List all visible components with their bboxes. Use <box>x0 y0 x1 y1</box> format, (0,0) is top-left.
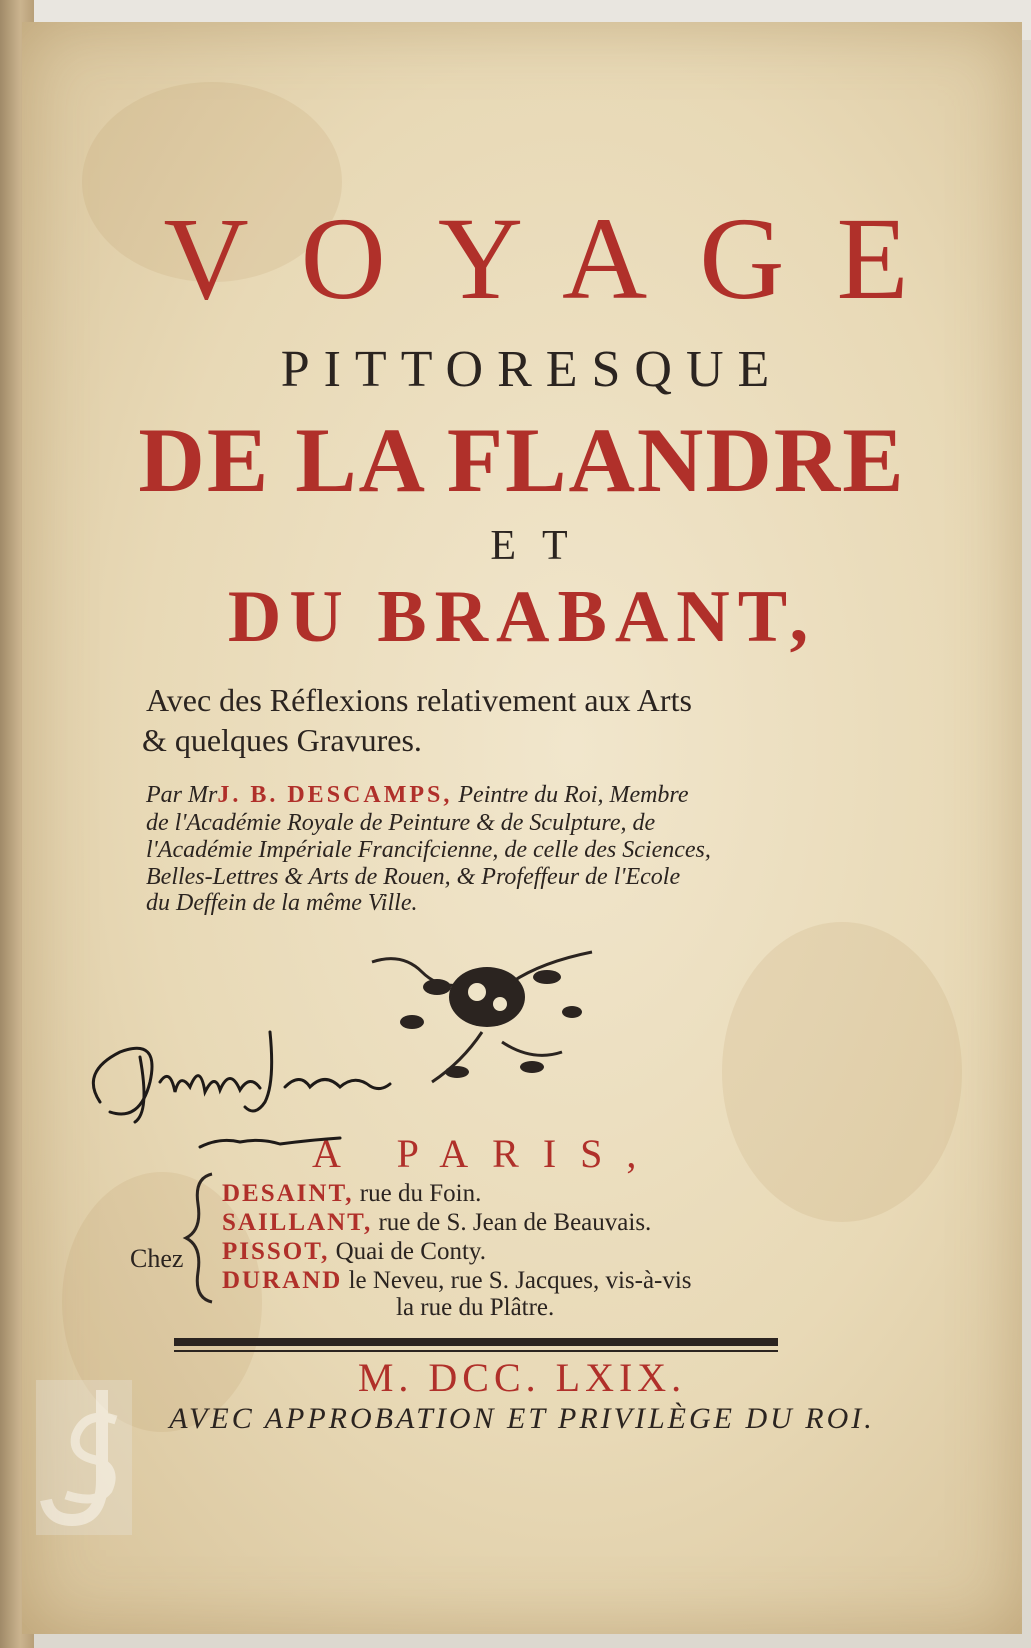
seller-last-line: la rue du Plâtre. <box>396 1294 555 1321</box>
seller-address: rue de S. Jean de Beauvais. <box>378 1209 652 1236</box>
author-line-1-rest: Peintre du Roi, Membre <box>458 782 689 808</box>
divider-rule-thin <box>174 1350 778 1352</box>
seller-address: le Neveu, rue S. Jacques, vis-à-vis <box>348 1267 692 1294</box>
seller-name: DESAINT, <box>222 1180 354 1207</box>
subtitle-line-1: Avec des Réflexions relativement aux Arts <box>146 682 692 718</box>
seller-name: SAILLANT, <box>222 1209 373 1236</box>
divider-rule-thick <box>174 1338 778 1346</box>
author-par: Par Mr <box>146 782 218 808</box>
seller-name: PISSOT, <box>222 1238 330 1265</box>
title-page <box>22 22 1022 1634</box>
seller-name: DURAND <box>222 1267 343 1294</box>
seller-address: Quai de Conty. <box>335 1238 487 1265</box>
title-voyage: VOYAGE <box>163 193 961 324</box>
seller-durand <box>222 1267 692 1295</box>
publication-year: M. DCC. LXIX. <box>357 1355 687 1400</box>
js-logo-icon <box>36 1380 132 1535</box>
author-name: J. B. DESCAMPS, <box>217 782 453 808</box>
curly-brace-icon <box>182 1170 222 1306</box>
title-de-la-flandre: DE LA FLANDRE <box>138 409 906 511</box>
subtitle-line-2: & quelques Gravures. <box>142 722 422 758</box>
title-et: ET <box>490 523 594 569</box>
seller-pissot <box>222 1238 486 1266</box>
chez-label: Chez <box>130 1244 184 1273</box>
title-pittoresque: PITTORESQUE <box>280 341 784 398</box>
author-line-4: Belles-Lettres & Arts de Rouen, & Profeffeur de l'Ecole <box>146 864 681 890</box>
author-line-3: l'Académie Impériale Francifcienne, de celle des Sciences, <box>146 837 711 863</box>
title-du-brabant: DU BRABANT, <box>227 576 817 658</box>
seller-address: rue du Foin. <box>359 1180 482 1207</box>
city-a-paris: A PARIS, <box>312 1131 661 1176</box>
author-line-1 <box>146 782 866 809</box>
seller-saillant <box>222 1209 651 1237</box>
seller-desaint <box>222 1180 481 1208</box>
paper-stain <box>722 922 962 1222</box>
privilege-line: AVEC APPROBATION ET PRIVILÈGE DU ROI. <box>169 1402 875 1435</box>
author-line-2: de l'Académie Royale de Peinture & de Sculpture, de <box>146 810 656 836</box>
author-line-5: du Deffein de la même Ville. <box>146 890 418 916</box>
